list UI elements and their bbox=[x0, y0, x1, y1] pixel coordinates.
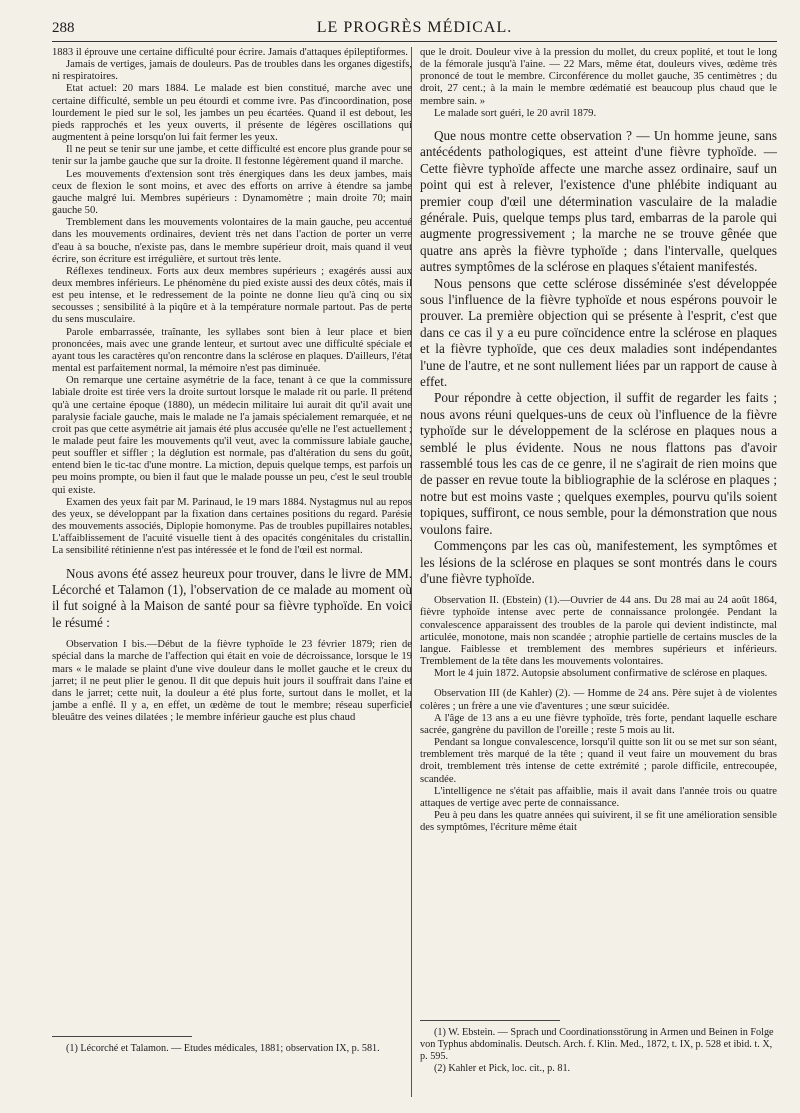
body-paragraph: Que nous montre cette observation ? — Un homme jeune, sans antécédents pathologiques, est atteint d'une fièvre typhoïde. — Cette fièvre typhoïde affecte une marche assez ordinaire, sauf un point qui est à relever, l'existence d'une phlébite indiquant au premier coup d'œil une détermination vasculaire de la maladie générale. Puis, quelque temps plus tard, embarras de la parole qui augmente progressivement ; la marche ne se trouve gênée que quatre ans après la fièvre typhoïde ; dans l'intervalle, quelques autres symptômes de la sclérose en plaques s'étaient manifestés. bbox=[420, 127, 777, 275]
body-paragraph: Commençons par les cas où, manifestement, les symptômes et les lésions de la sclérose en plaques se sont montrés dans le cours d'une fièvre typhoïde. bbox=[420, 538, 777, 586]
footnote: (1) Lécorché et Talamon. — Etudes médicales, 1881; observation IX, p. 581. bbox=[66, 1043, 380, 1054]
footnote: (2) Kahler et Pick, loc. cit., p. 81. bbox=[434, 1063, 571, 1074]
paragraph: que le droit. Douleur vive à la pression du mollet, du creux poplité, et tout le long de la fémorale jusqu'à l'aine. — 22 Mars, même état, douleurs vives, œdème très prononcé de tout le membre. Circonférence du mollet gauche, 35 centimètres ; du droit, 27 cent.; à la main le membre œdématié est beaucoup plus chaud que le membre sain. » bbox=[420, 47, 777, 107]
paragraph: Examen des yeux fait par M. Parinaud, le 19 mars 1884. Nystagmus nul au repos des yeux, se développant par la fixation dans certaines positions du regard. Parésie des mouvements associés, Diplopie homonyme. Pas de troubles pupillaires notables. L'affaiblissement de l'acuité visuelle tient à des opacités congénitales du cristallin. La sensibilité rétinienne n'est pas intéressée et le fond de l'œil est normal. bbox=[52, 496, 412, 557]
page-number: 288 bbox=[52, 20, 75, 36]
paragraph: Le malade sort guéri, le 20 avril 1879. bbox=[434, 107, 597, 119]
paragraph: Réflexes tendineux. Forts aux deux membres supérieurs ; exagérés aussi aux deux membres inférieurs. Le phénomène du pied existe aussi des deux côtés, mais il est peu intense, et le redressement de la pointe ne donne lieu qu'à cinq ou six secousses ; sensibilité à la piqûre et à la température normale partout. Pas de perte du sens musculaire. bbox=[52, 265, 412, 326]
paragraph: Parole embarrassée, traînante, les syllabes sont bien à leur place et bien prononcées, mais avec une grande lenteur, et surtout avec une difficulté spéciale et ayant tous les caractères qu'on rencontre dans la sclérose en plaques. D'ailleurs, l'état mental est parfaitement normal, la mémoire n'est pas diminuée. bbox=[52, 326, 412, 375]
body-paragraph: Nous avons été assez heureux pour trouver, dans le livre de MM. Lécorché et Talamon (1), l'observation de ce malade au moment où il fut soigné à la Maison de santé pour sa fièvre typhoïde. En voici le résumé : bbox=[52, 565, 412, 630]
paragraph: Jamais de vertiges, jamais de douleurs. Pas de troubles dans les organes digestifs, ni respiratoires. bbox=[52, 59, 412, 83]
left-footnotes bbox=[52, 1036, 412, 1055]
right-footnotes bbox=[420, 1020, 777, 1075]
paragraph: On remarque une certaine asymétrie de la face, tenant à ce que la commissure labiale droite est tirée vers la droite surtout lorsque le malade rit ou parle. Il prétend qu'à une certaine époque (1880), un médecin militaire lui aurait dit qu'il avait une paralysie faciale gauche, mais le malade ne l'a jamais spécialement remarquée, et ne croit pas que cette asymétrie ait jamais été plus accusée qu'elle ne l'est actuellement ; le malade peut faire les mouvements qu'il veut, avec la commissure labiale gauche, peut souffler et siffler ; la déglution est normale, pas d'altération du sens du goût, entend bien le tic-tac d'une montre. La miction, depuis quelque temps, est parfois un peu moins prompte, ou bien il faut que le malade pousse un peu, c'est le seul trouble qui existe. bbox=[52, 375, 412, 496]
paragraph: Observation III (de Kahler) (2). — Homme de 24 ans. Père sujet à de violentes colères ; un frère a une vie d'aventures ; une sœur suicidée. bbox=[420, 688, 777, 712]
paragraph: Etat actuel: 20 mars 1884. Le malade est bien constitué, marche avec une certaine difficulté, semble un peu étourdi et comme ivre. Pas d'incoordination, pose lourdement le pied sur le sol, les jambes un peu écartées. Quand il est debout, les pieds rapprochés et les yeux ouverts, il présente de légères oscillations qui augmentent à peine lorsqu'on lui fait fermer les yeux. bbox=[52, 83, 412, 144]
right-column bbox=[420, 47, 777, 834]
spacer bbox=[420, 120, 777, 128]
spacer bbox=[420, 680, 777, 688]
paragraph: Il ne peut se tenir sur une jambe, et cette difficulté est encore plus grande pour se tenir sur la jambe gauche que sur la droite. Il festonne légèrement quand il marche. bbox=[52, 144, 412, 168]
paragraph: Peu à peu dans les quatre années qui suivirent, il se fit une amélioration sensible des symptômes, l'écriture même était bbox=[420, 809, 777, 834]
footnote-rule bbox=[52, 1036, 192, 1037]
paragraph: Pendant sa longue convalescence, lorsqu'il quitte son lit ou se met sur son séant, tremblement très marqué de la tête ; quand il veut faire un mouvement du bras droit, tremblement très intense de cette extrémité ; parole difficile, entrecoupée, scandée. bbox=[420, 737, 777, 785]
body-paragraph: Nous pensons que cette sclérose disséminée s'est développée sous l'influence de la fièvre typhoïde et nous espérons pouvoir le prouver. La première objection qui se présente à l'esprit, c'est que dans ce cas il y a eu pure coïncidence entre la sclérose en plaques et la fièvre typhoïde, que ces deux maladies sont indépendantes l'une de l'autre, et ne sont nullement liées par un rapport de cause à effet. bbox=[420, 275, 777, 390]
spacer bbox=[52, 631, 412, 639]
header-rule bbox=[52, 41, 777, 42]
paragraph: Observation II. (Ebstein) (1).—Ouvrier de 44 ans. Du 28 mai au 24 août 1864, fièvre typhoïde intense avec perte de connaissance prolongée. Pendant la convalescence apparaissent des troubles de la parole qui devient indistincte, mal articulée, monotone, mais non scandée ; atrophie partielle de certains muscles de la langue. Faiblesse et tremblement des membres supérieurs et inférieurs. Tremblement de la tête dans les mouvements volontaires. bbox=[420, 595, 777, 668]
running-title: LE PROGRÈS MÉDICAL. bbox=[316, 19, 513, 36]
paragraph: Mort le 4 juin 1872. Autopsie absolument confirmative de sclérose en plaques. bbox=[434, 668, 768, 680]
spacer bbox=[52, 558, 412, 566]
left-column bbox=[52, 47, 412, 724]
page-header bbox=[52, 18, 777, 42]
footnote: (1) W. Ebstein. — Sprach und Coordinationsstörung in Armen und Beinen in Folge von Typhus abdominalis. Deutsch. Arch. f. Klin. Med., 1872, t. IX, p. 528 et ibid. t. X, p. 595. bbox=[420, 1027, 774, 1062]
paragraph: Tremblement dans les mouvements volontaires de la main gauche, peu accentué dans les mouvements ordinaires, devient très net dans l'action de porter un verre d'eau à sa bouche, n'existe pas, dans le membre supérieur droit, mais quand il veut écrire, son écriture est irrégulière, et surtout très lente. bbox=[52, 217, 412, 265]
footnote-rule bbox=[420, 1020, 560, 1021]
paragraph: A l'âge de 13 ans a eu une fièvre typhoïde, très forte, pendant laquelle eschare sacrée, gangrène du pavillon de l'oreille ; reste 5 mois au lit. bbox=[420, 712, 777, 736]
paragraph: L'intelligence ne s'était pas affaiblie, mais il avait dans l'année trois ou quatre attaques de vertige avec perte de connaissance. bbox=[420, 785, 777, 809]
spacer bbox=[420, 587, 777, 595]
paragraph: 1883 il éprouve une certaine difficulté pour écrire. Jamais d'attaques épileptiformes. bbox=[52, 47, 408, 58]
paragraph: Les mouvements d'extension sont très énergiques dans les deux jambes, mais ceux de flexion le sont moins, et avec des efforts on arrive à étendre sa jambe gauche malgré lui. Membres supérieurs : Dynamomètre ; main droite 70; main gauche 50. bbox=[52, 168, 412, 217]
body-paragraph: Pour répondre à cette objection, il suffit de regarder les faits ; nous avons réuni quelques-uns de ceux où l'influence de la fièvre typhoïde sur le développement de la sclérose en plaques nous a semblé le plus évidente. Nous ne nous flattons pas d'avoir rassemblé tous les cas de ce genre, il ne s'agirait de rien moins que de passer en revue toute la bibliographie de la sclérose en plaques ; notre but est moins vaste ; quelques exemples, pourvu qu'ils soient topiques, suffiront, ce nous semble, pour la démonstration que nous voulons faire. bbox=[420, 390, 777, 537]
observation-paragraph: Observation I bis.—Début de la fièvre typhoïde le 23 février 1879; rien de spécial dans la marche de l'affection qui était en voie de décroissance, lorsque le 19 mars « le malade se plaint d'une vive douleur dans le mollet gauche et le creux du jarret; il ne peut plier le genou. Il dit que depuis huit jours il souffrait dans l'aine et dans le jarret; cette nuit, la douleur a été plus forte, surtout dans le mollet, et la jambe a enflé. Il y a, en effet, un œdème de tout le membre; réseau superficiel bleuâtre des veines dilatées ; le membre inférieur gauche est plus chaud bbox=[52, 639, 412, 724]
